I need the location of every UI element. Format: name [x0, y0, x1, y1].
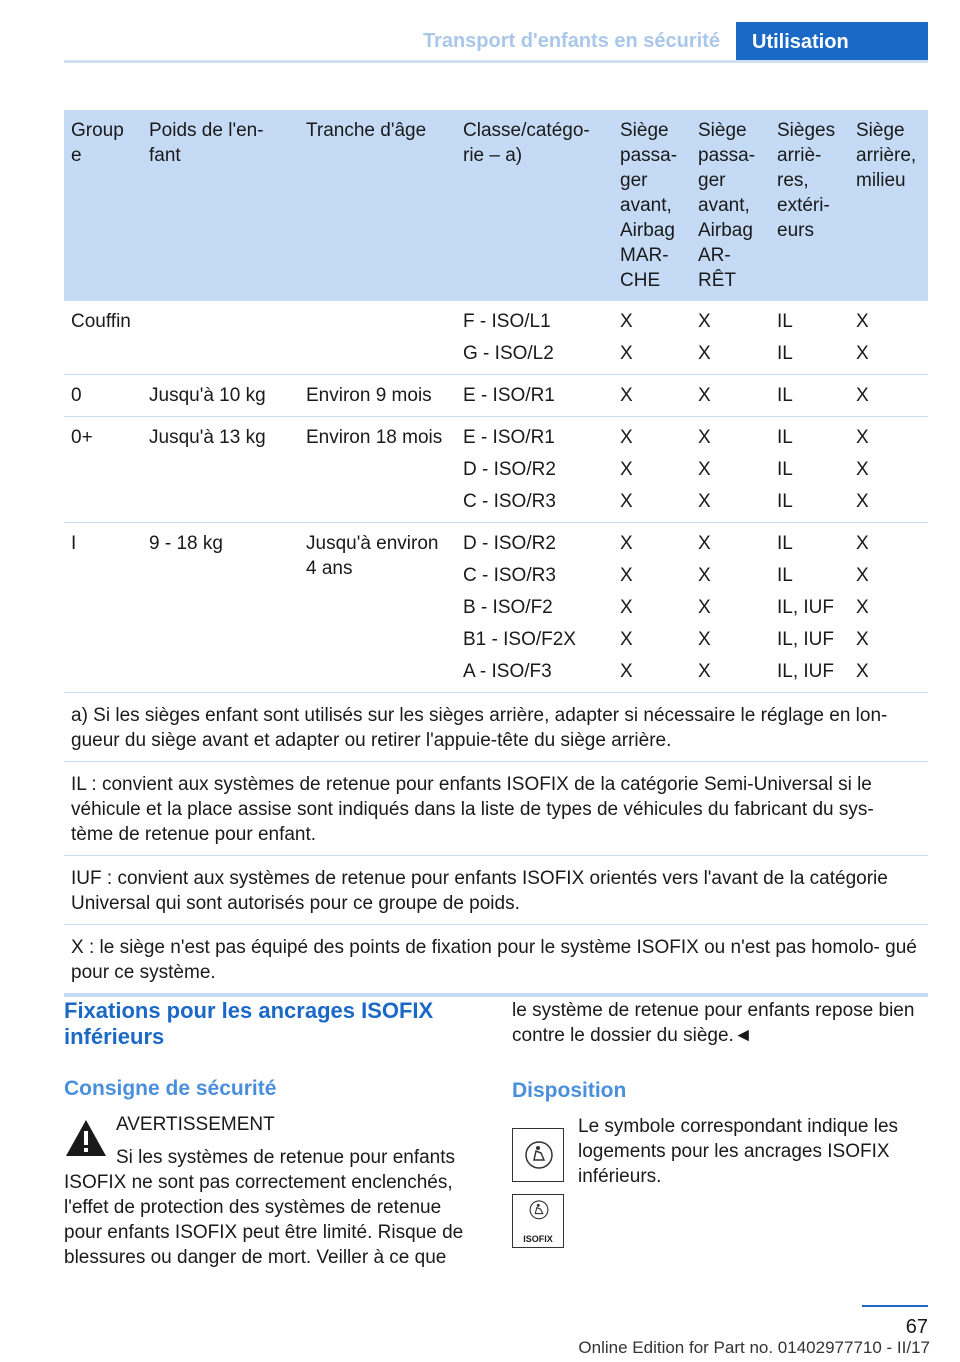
cell-line: C - ISO/R3 — [463, 565, 556, 586]
warning-title: AVERTISSEMENT — [116, 1114, 275, 1135]
cell-line: X — [620, 459, 633, 480]
col-header-weight: Poids de l'en- fant — [142, 110, 299, 301]
cell-line: B1 - ISO/F2X — [463, 629, 576, 650]
table-note-row — [64, 856, 928, 925]
running-header-title: Transport d'enfants en sécurité — [422, 30, 720, 52]
cell-line: IL — [777, 533, 793, 554]
col-header-rear-outer: Sièges arriè- res, extéri- eurs — [770, 110, 849, 301]
cell-line: X — [856, 533, 869, 554]
cell-line: X — [856, 459, 869, 480]
cell-group: 0+ — [64, 417, 142, 523]
cell-line: IL — [777, 427, 793, 448]
cell-line: X — [620, 661, 633, 682]
header-rule — [64, 60, 928, 63]
cell-front-airbag-off — [691, 523, 770, 693]
cell-line: X — [856, 597, 869, 618]
cell-line: X — [620, 491, 633, 512]
cell-class — [456, 417, 613, 523]
table-row — [64, 301, 928, 375]
cell-age — [299, 301, 456, 375]
table-note: IL : convient aux systèmes de retenue pour enfants ISOFIX de la catégorie Semi-Universal si le véhicule et la place assise sont indiqués dans la liste de types de véhicules du fabricant du sys- tème de retenue pour enfant. — [64, 762, 928, 856]
table-note-row — [64, 925, 928, 996]
cell-weight — [142, 301, 299, 375]
cell-line: X — [856, 427, 869, 448]
table-note: a) Si les sièges enfant sont utilisés sur les sièges arrière, adapter si nécessaire le réglage en lon- gueur du siège avant et adapter ou retirer l'appuie-tête du siège arrière. — [64, 693, 928, 762]
cell-line: X — [856, 491, 869, 512]
cell-rear-middle — [849, 523, 928, 693]
cell-line: X — [620, 385, 633, 406]
cell-line: X — [620, 629, 633, 650]
cell-rear-outer — [770, 301, 849, 375]
cell-line: IL — [777, 343, 793, 364]
cell-line: A - ISO/F3 — [463, 661, 552, 682]
cell-line: X — [698, 311, 711, 332]
cell-line: IL — [777, 385, 793, 406]
right-column — [512, 998, 928, 1254]
cell-weight: 9 - 18 kg — [142, 523, 299, 693]
cell-front-airbag-on — [613, 375, 691, 417]
cell-line: C - ISO/R3 — [463, 491, 556, 512]
cell-line: X — [856, 565, 869, 586]
cell-line: X — [856, 385, 869, 406]
table-note: X : le siège n'est pas équipé des points de fixation pour le système ISOFIX ou n'est pas homolo- gué pour ce système. — [64, 925, 928, 996]
cell-rear-middle — [849, 375, 928, 417]
warning-text: Si les systèmes de retenue pour enfants ISOFIX ne sont pas correctement enclenchés, l'effet de protection des systèmes de retenue pour enfants ISOFIX peut être limité. Risque de blessures ou danger de mort. Veiller à ce que — [64, 1147, 464, 1268]
cell-age: Jusqu'à environ 4 ans — [299, 523, 456, 693]
col-header-rear-middle: Siège arrière, milieu — [849, 110, 928, 301]
cell-line: B - ISO/F2 — [463, 597, 553, 618]
cell-line: X — [620, 427, 633, 448]
cell-rear-middle — [849, 301, 928, 375]
isofix-label: ISOFIX — [523, 1234, 553, 1244]
disposition-text: Le symbole correspondant indique les logements pour les ancrages ISOFIX inférieurs. — [578, 1116, 899, 1187]
cell-line: X — [698, 459, 711, 480]
isofix-table — [64, 110, 928, 997]
page-number: 67 — [905, 1316, 928, 1338]
cell-line: D - ISO/R2 — [463, 459, 556, 480]
continuation-text: le système de retenue pour enfants repose bien contre le dossier du siège.◄ — [512, 1000, 915, 1046]
edition-footer: Online Edition for Part no. 01402977710 - II/17 — [578, 1338, 930, 1357]
cell-class — [456, 523, 613, 693]
table-header-row — [64, 110, 928, 301]
cell-line: X — [856, 311, 869, 332]
cell-line: IL — [777, 311, 793, 332]
cell-group: 0 — [64, 375, 142, 417]
cell-weight: Jusqu'à 10 kg — [142, 375, 299, 417]
col-header-front-airbag-on: Siège passa- ger avant, Airbag MAR- CHE — [613, 110, 691, 301]
cell-line: X — [620, 343, 633, 364]
col-header-group: Group e — [64, 110, 142, 301]
cell-line: F - ISO/L1 — [463, 311, 551, 332]
left-column — [64, 998, 484, 1270]
cell-age: Environ 9 mois — [299, 375, 456, 417]
cell-line: X — [856, 629, 869, 650]
cell-line: X — [620, 311, 633, 332]
cell-line: X — [698, 629, 711, 650]
cell-front-airbag-off — [691, 375, 770, 417]
cell-line: X — [698, 385, 711, 406]
cell-weight: Jusqu'à 13 kg — [142, 417, 299, 523]
safety-heading: Consigne de sécurité — [64, 1077, 277, 1100]
cell-front-airbag-on — [613, 523, 691, 693]
cell-line: X — [620, 565, 633, 586]
cell-line: X — [698, 427, 711, 448]
col-header-class: Classe/catégo- rie – a) — [456, 110, 613, 301]
cell-rear-outer — [770, 375, 849, 417]
cell-rear-outer — [770, 523, 849, 693]
warning-block — [64, 1112, 484, 1270]
table-row — [64, 523, 928, 693]
cell-age: Environ 18 mois — [299, 417, 456, 523]
cell-line: X — [698, 533, 711, 554]
disposition-heading: Disposition — [512, 1079, 627, 1102]
cell-front-airbag-on — [613, 301, 691, 375]
footer-rule — [862, 1305, 928, 1307]
isofix-symbol-icon — [512, 1194, 564, 1248]
cell-line: X — [698, 343, 711, 364]
warning-triangle-icon — [64, 1118, 108, 1158]
cell-line: E - ISO/R1 — [463, 385, 555, 406]
cell-class — [456, 375, 613, 417]
cell-line: X — [698, 491, 711, 512]
cell-line: X — [856, 661, 869, 682]
table-row — [64, 375, 928, 417]
cell-group: Couffin — [64, 301, 142, 375]
table-row — [64, 417, 928, 523]
cell-line: IL, IUF — [777, 597, 835, 618]
cell-line: X — [698, 661, 711, 682]
table-note-row — [64, 762, 928, 856]
cell-front-airbag-off — [691, 301, 770, 375]
cell-line: X — [698, 597, 711, 618]
cell-line: IL — [777, 565, 793, 586]
cell-line: E - ISO/R1 — [463, 427, 555, 448]
cell-front-airbag-on — [613, 417, 691, 523]
cell-group: I — [64, 523, 142, 693]
cell-line: IL — [777, 491, 793, 512]
cell-line: X — [698, 565, 711, 586]
cell-line: IL — [777, 459, 793, 480]
cell-line: G - ISO/L2 — [463, 343, 554, 364]
disposition-block — [512, 1114, 928, 1254]
section-tab: Utilisation — [736, 22, 928, 63]
cell-line: IL, IUF — [777, 661, 835, 682]
cell-rear-middle — [849, 417, 928, 523]
col-header-age: Tranche d'âge — [299, 110, 456, 301]
table-note: IUF : convient aux systèmes de retenue pour enfants ISOFIX orientés vers l'avant de la catégorie Universal qui sont autorisés pour ce groupe de poids. — [64, 856, 928, 925]
cell-line: IL, IUF — [777, 629, 835, 650]
cell-line: X — [856, 343, 869, 364]
section-heading: Fixations pour les ancrages ISOFIX inférieurs — [64, 998, 434, 1049]
cell-rear-outer — [770, 417, 849, 523]
isofix-child-seat-icon — [512, 1128, 564, 1182]
cell-line: X — [620, 597, 633, 618]
cell-line: X — [620, 533, 633, 554]
cell-line: D - ISO/R2 — [463, 533, 556, 554]
table-note-row — [64, 693, 928, 762]
col-header-front-airbag-off: Siège passa- ger avant, Airbag AR- RÊT — [691, 110, 770, 301]
cell-class — [456, 301, 613, 375]
cell-front-airbag-off — [691, 417, 770, 523]
